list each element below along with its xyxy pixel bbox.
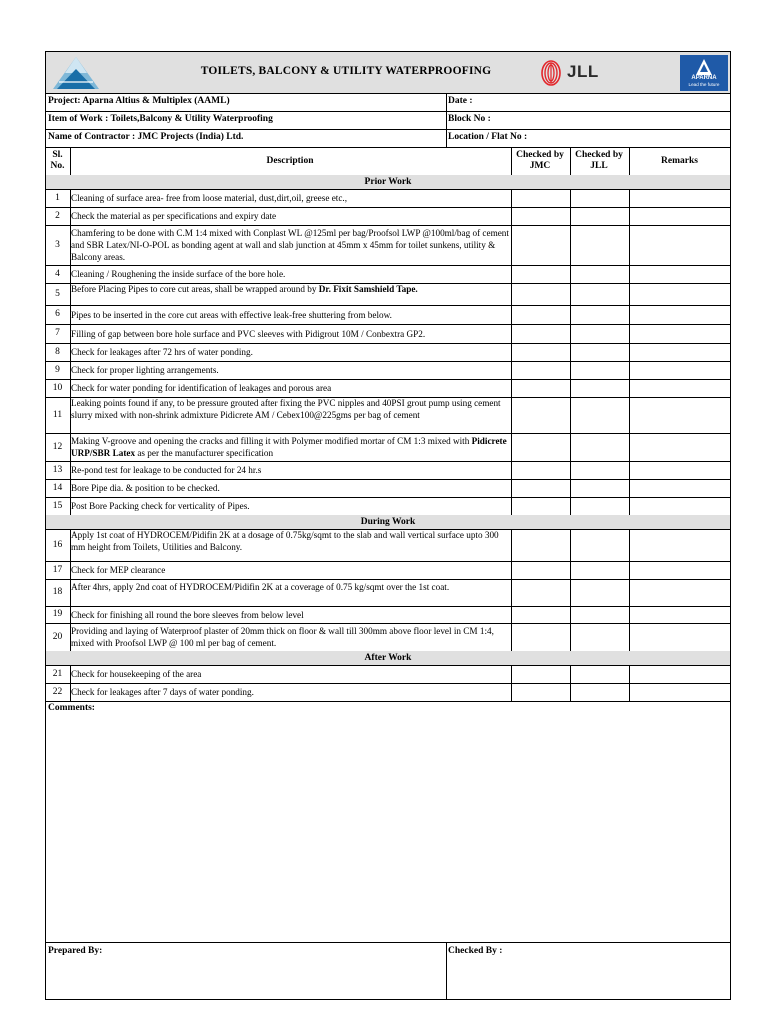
check-cell-jmc[interactable] [511, 606, 570, 623]
col-divider [511, 561, 512, 579]
row-sl-no: 20 [52, 632, 63, 642]
col-divider [629, 147, 630, 175]
col-jmc-line1: Checked by [516, 150, 564, 160]
col-divider [570, 397, 571, 433]
col-divider [570, 225, 571, 265]
check-cell-jll[interactable] [570, 225, 629, 265]
col-divider [70, 324, 71, 343]
col-divider [70, 561, 71, 579]
col-divider [70, 361, 71, 379]
check-cell-jll[interactable] [570, 497, 629, 515]
check-cell-jmc[interactable] [511, 683, 570, 701]
row-description: Check for MEP clearance [71, 565, 166, 575]
aparna-brand: APARNA [691, 75, 717, 81]
col-divider [629, 665, 630, 683]
check-cell-jmc[interactable] [511, 461, 570, 479]
row-description: Cleaning / Roughening the inside surface of the bore hole. [71, 269, 286, 279]
row-description: Check for proper lighting arrangements. [71, 365, 219, 375]
row-sl-no: 21 [52, 669, 63, 679]
check-cell-jll[interactable] [570, 207, 629, 225]
col-divider [629, 324, 630, 343]
row-description: Check for leakages after 72 hrs of water ponding. [71, 347, 253, 357]
check-cell-jll[interactable] [570, 397, 629, 433]
check-cell-jll[interactable] [570, 283, 629, 305]
check-cell-jmc[interactable] [511, 561, 570, 579]
col-divider [629, 623, 630, 651]
col-sl-line1: Sl. [52, 150, 63, 160]
check-cell-jll[interactable] [570, 361, 629, 379]
col-divider [511, 479, 512, 497]
check-cell-remarks[interactable] [629, 305, 730, 324]
check-cell-remarks[interactable] [629, 207, 730, 225]
check-cell-remarks[interactable] [629, 361, 730, 379]
row-description: Providing and laying of Waterproof plaster of 20mm thick on floor & wall till 300mm above floor level in CM 1:4, mixed with Proofsol LWP @ 100 ml per bag of cement. [71, 626, 494, 648]
row-description: Pipes to be inserted in the core cut areas with effective leak-free shuttering from below. [71, 309, 392, 320]
row-description: Leaking points found if any, to be pressure grouted after fixing the PVC nipples and 40PSI grout pump using cement slurry mixed with non-shrink admixture Pidicrete AM / Cebex100@225gms per bag of cement [71, 398, 501, 420]
col-divider [511, 283, 512, 305]
col-divider [70, 147, 71, 175]
col-divider [570, 189, 571, 207]
section-header-prior: Prior Work [46, 175, 730, 189]
col-divider [70, 397, 71, 433]
col-divider [70, 479, 71, 497]
row-divider [46, 701, 730, 702]
check-cell-remarks[interactable] [629, 379, 730, 397]
checklist-sheet [45, 51, 731, 1000]
col-divider [511, 265, 512, 283]
col-divider [70, 665, 71, 683]
col-remarks: Remarks [661, 156, 698, 166]
check-cell-jll[interactable] [570, 379, 629, 397]
col-divider [70, 461, 71, 479]
col-divider [70, 529, 71, 561]
col-divider [570, 379, 571, 397]
col-divider [70, 283, 71, 305]
col-divider [70, 265, 71, 283]
row-description: Check the material as per specifications and expiry date [71, 211, 277, 221]
col-divider [570, 207, 571, 225]
col-divider [70, 189, 71, 207]
section-header-after: After Work [46, 651, 730, 665]
col-divider [629, 561, 630, 579]
col-divider [70, 305, 71, 324]
check-cell-jll[interactable] [570, 683, 629, 701]
check-cell-jll[interactable] [570, 561, 629, 579]
col-divider [70, 379, 71, 397]
col-divider [70, 343, 71, 361]
check-cell-jmc[interactable] [511, 529, 570, 561]
col-divider [629, 497, 630, 515]
check-cell-jll[interactable] [570, 343, 629, 361]
col-divider [70, 579, 71, 606]
row-sl-no: 8 [55, 347, 60, 357]
check-cell-remarks[interactable] [629, 561, 730, 579]
col-divider [511, 147, 512, 175]
col-divider [570, 579, 571, 606]
col-divider [511, 497, 512, 515]
check-cell-jmc[interactable] [511, 665, 570, 683]
col-divider [629, 683, 630, 701]
check-cell-remarks[interactable] [629, 606, 730, 623]
check-cell-jmc[interactable] [511, 361, 570, 379]
col-divider [511, 343, 512, 361]
row-sl-no: 9 [55, 365, 60, 375]
check-cell-jmc[interactable] [511, 479, 570, 497]
col-divider [629, 579, 630, 606]
col-divider [511, 397, 512, 433]
row-sl-no: 14 [52, 483, 63, 493]
row-description: Before Placing Pipes to core cut areas, shall be wrapped around by Dr. Fixit Samshield Tape. [71, 284, 418, 294]
row-sl-no: 11 [52, 410, 63, 420]
jll-mark-icon [541, 60, 561, 86]
section-header-during: During Work [46, 515, 730, 529]
col-divider [629, 433, 630, 461]
col-divider [629, 225, 630, 265]
col-divider [570, 606, 571, 623]
row-sl-no: 16 [52, 540, 63, 550]
col-divider [570, 561, 571, 579]
check-cell-remarks[interactable] [629, 623, 730, 651]
check-cell-jmc[interactable] [511, 305, 570, 324]
check-cell-remarks[interactable] [629, 665, 730, 683]
row-sl-no: 15 [52, 501, 63, 511]
col-divider [570, 283, 571, 305]
aparna-logo [680, 55, 728, 91]
row-description: Check for housekeeping of the area [71, 669, 202, 679]
col-divider [629, 207, 630, 225]
check-cell-jll[interactable] [570, 305, 629, 324]
check-cell-remarks[interactable] [629, 225, 730, 265]
row-description: Chamfering to be done with C.M 1:4 mixed with Conplast WL @125ml per bag/Proofsol LWP @100ml/bag of cement and SBR Latex/NI-O-POL as bonding agent at wall and slab junction at 45mm x 45mm for toilet sunkens, utility & Balcony areas. [71, 228, 509, 262]
col-divider [511, 324, 512, 343]
col-divider [511, 623, 512, 651]
col-divider [511, 225, 512, 265]
header-band [46, 52, 730, 94]
contractor-name: Name of Contractor : JMC Projects (India) Ltd. [48, 132, 244, 142]
col-divider [511, 606, 512, 623]
form-title: TOILETS, BALCONY & UTILITY WATERPROOFING [200, 65, 492, 77]
prepared-by-label: Prepared By: [48, 946, 103, 956]
row-sl-no: 5 [55, 289, 60, 299]
check-cell-remarks[interactable] [629, 397, 730, 433]
col-divider [629, 529, 630, 561]
row-sl-no: 22 [52, 687, 63, 697]
location-flat-field[interactable]: Location / Flat No : [448, 132, 528, 142]
row-description-bold: Pidicrete URP/SBR Latex [71, 436, 507, 458]
col-divider [629, 461, 630, 479]
col-divider [629, 379, 630, 397]
check-cell-jmc[interactable] [511, 283, 570, 305]
col-divider [570, 361, 571, 379]
col-divider [570, 324, 571, 343]
col-divider [70, 225, 71, 265]
date-field[interactable]: Date : [448, 96, 473, 106]
col-divider [570, 623, 571, 651]
row-sl-no: 12 [52, 442, 63, 452]
row-description: Making V-groove and opening the cracks and filling it with Polymer modified mortar of CM 1:3 mixed with Pidicrete URP/SBR Latex as per the manufacturer specification [71, 436, 507, 458]
col-divider [511, 665, 512, 683]
row-sl-no: 13 [52, 465, 63, 475]
col-divider [511, 683, 512, 701]
check-cell-jmc[interactable] [511, 189, 570, 207]
row-sl-no: 4 [55, 269, 60, 279]
col-divider [629, 361, 630, 379]
col-divider [70, 683, 71, 701]
check-cell-remarks[interactable] [629, 189, 730, 207]
check-cell-jmc[interactable] [511, 433, 570, 461]
check-cell-remarks[interactable] [629, 283, 730, 305]
company-logo [51, 55, 101, 91]
col-divider [570, 529, 571, 561]
col-divider [511, 579, 512, 606]
checked-by-label: Checked By : [448, 946, 503, 956]
row-description: Check for leakages after 7 days of water ponding. [71, 687, 254, 697]
col-divider [70, 207, 71, 225]
col-divider [570, 479, 571, 497]
col-divider [511, 361, 512, 379]
col-divider [511, 207, 512, 225]
check-cell-jmc[interactable] [511, 379, 570, 397]
row-sl-no: 2 [55, 211, 60, 221]
row-description: Filling of gap between bore hole surface and PVC sleeves with Pidigrout 10M / Conbextra GP2. [71, 328, 426, 339]
row-sl-no: 7 [55, 328, 60, 338]
col-divider [629, 343, 630, 361]
item-of-work: Item of Work : Toilets,Balcony & Utility Waterproofing [48, 114, 273, 124]
row-sl-no: 10 [52, 383, 63, 393]
check-cell-jmc[interactable] [511, 324, 570, 343]
check-cell-jll[interactable] [570, 189, 629, 207]
col-divider [511, 529, 512, 561]
check-cell-jll[interactable] [570, 433, 629, 461]
row-description: Check for water ponding for identification of leakages and porous area [71, 383, 332, 393]
col-divider [511, 189, 512, 207]
jll-logo-text: JLL [567, 62, 599, 81]
col-sl-line2: No. [50, 161, 65, 171]
col-divider [511, 433, 512, 461]
row-description: Post Bore Packing check for verticality of Pipes. [71, 501, 250, 511]
col-divider [629, 606, 630, 623]
row-description: Re-pond test for leakage to be conducted for 24 hr.s [71, 465, 262, 475]
check-cell-jmc[interactable] [511, 497, 570, 515]
col-divider [629, 397, 630, 433]
check-cell-remarks[interactable] [629, 433, 730, 461]
check-cell-jll[interactable] [570, 529, 629, 561]
col-divider [629, 305, 630, 324]
row-sl-no: 1 [55, 193, 60, 203]
check-cell-remarks[interactable] [629, 265, 730, 283]
check-cell-jmc[interactable] [511, 579, 570, 606]
row-sl-no: 6 [55, 309, 60, 319]
check-cell-jll[interactable] [570, 324, 629, 343]
row-sl-no: 18 [52, 587, 63, 597]
check-cell-jmc[interactable] [511, 343, 570, 361]
col-divider [629, 265, 630, 283]
row-sl-no: 3 [55, 240, 60, 250]
row-sl-no: 17 [52, 565, 63, 575]
aparna-tagline: Lead the future [688, 82, 720, 87]
col-divider [70, 623, 71, 651]
col-divider [511, 305, 512, 324]
check-cell-jll[interactable] [570, 265, 629, 283]
comments-label: Comments: [48, 703, 95, 713]
col-sl-no [46, 150, 69, 172]
check-cell-remarks[interactable] [629, 461, 730, 479]
col-divider [570, 433, 571, 461]
check-cell-remarks[interactable] [629, 529, 730, 561]
check-cell-jll[interactable] [570, 461, 629, 479]
col-description: Description [266, 156, 314, 166]
col-divider [629, 479, 630, 497]
row-description: Apply 1st coat of HYDROCEM/Pidifin 2K at a dosage of 0.75kg/sqmt to the slab and wall vertical surface upto 300 mm height from Toilets, Utilities and Balcony. [71, 530, 499, 552]
col-divider [570, 147, 571, 175]
row-description: Check for finishing all round the bore sleeves from below level [71, 609, 304, 620]
col-divider [570, 265, 571, 283]
col-divider [570, 683, 571, 701]
col-divider [570, 665, 571, 683]
col-divider [511, 461, 512, 479]
col-jll-line2: JLL [590, 161, 608, 171]
col-divider [70, 606, 71, 623]
col-divider [570, 343, 571, 361]
col-divider [629, 189, 630, 207]
col-jmc-line2: JMC [529, 161, 551, 171]
check-cell-jll[interactable] [570, 479, 629, 497]
check-cell-jmc[interactable] [511, 225, 570, 265]
check-cell-jmc[interactable] [511, 623, 570, 651]
project-name: Project: Aparna Altius & Multiplex (AAML) [48, 96, 230, 106]
col-divider [570, 461, 571, 479]
row-description-bold: Dr. Fixit Samshield Tape. [318, 284, 418, 294]
check-cell-remarks[interactable] [629, 324, 730, 343]
col-divider [570, 305, 571, 324]
check-cell-remarks[interactable] [629, 497, 730, 515]
check-cell-remarks[interactable] [629, 343, 730, 361]
col-divider [629, 283, 630, 305]
block-no-field[interactable]: Block No : [448, 114, 491, 124]
row-description: After 4hrs, apply 2nd coat of HYDROCEM/Pidifin 2K at a coverage of 0.75 kg/sqmt over the 1st coat. [71, 581, 450, 592]
col-divider [70, 497, 71, 515]
col-divider [570, 497, 571, 515]
check-cell-remarks[interactable] [629, 579, 730, 606]
row-description: Cleaning of surface area- free from loose material, dust,dirt,oil, greese etc., [71, 193, 348, 203]
check-cell-jmc[interactable] [511, 207, 570, 225]
check-cell-remarks[interactable] [629, 479, 730, 497]
col-jll-line1: Checked by [575, 150, 623, 160]
row-sl-no: 19 [52, 609, 63, 619]
col-checked-jll [570, 150, 628, 172]
col-divider [70, 433, 71, 461]
col-divider [511, 379, 512, 397]
check-cell-jmc[interactable] [511, 265, 570, 283]
check-cell-remarks[interactable] [629, 683, 730, 701]
check-cell-jll[interactable] [570, 606, 629, 623]
check-cell-jll[interactable] [570, 579, 629, 606]
check-cell-jll[interactable] [570, 623, 629, 651]
col-checked-jmc [511, 150, 569, 172]
check-cell-jll[interactable] [570, 665, 629, 683]
check-cell-jmc[interactable] [511, 397, 570, 433]
row-description: Bore Pipe dia. & position to be checked. [71, 483, 220, 493]
